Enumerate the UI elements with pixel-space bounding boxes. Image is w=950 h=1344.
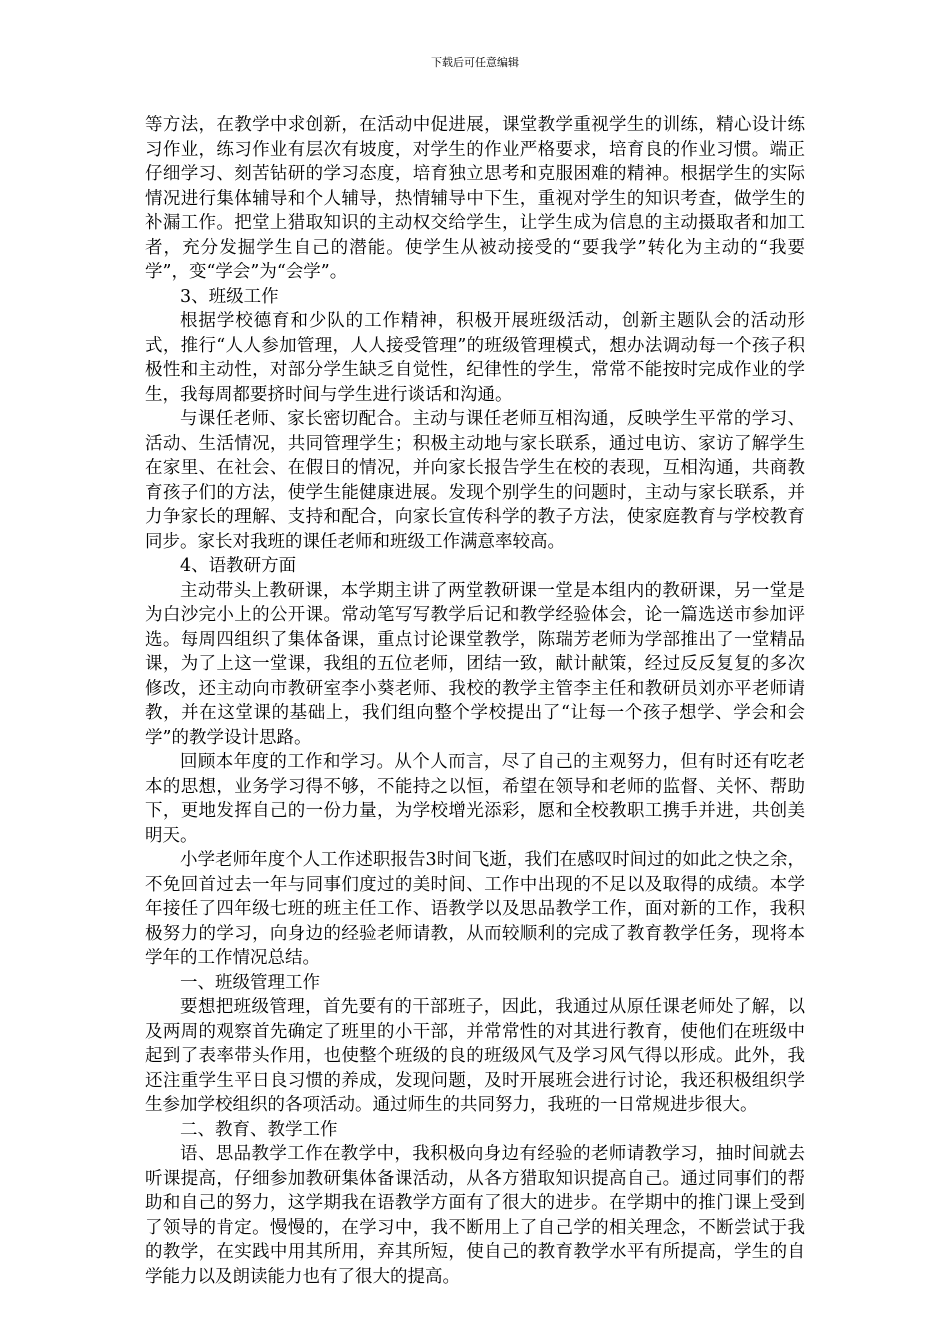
- paragraph: 语、思品教学工作在教学中，我积极向身边有经验的老师请教学习，抽时间就去听课提高，仔细参加教研集体备课活动，从各方猎取知识提高自己。通过同事们的帮助和自己的努力，这学期我在语教学方面有了很大的进步。在学期中的推门课上受到了领导的肯定。慢慢的，在学习中，我不断用上了自己学的相关理念，不断尝试于我的教学，在实践中用其所用，弃其所短，使自己的教育教学水平有所提高，学生的自学能力以及朗读能力也有了很大的提高。: [145, 1144, 805, 1287]
- paragraph: 与课任老师、家长密切配合。主动与课任老师互相沟通，反映学生平常的学习、活动、生活情况，共同管理学生；积极主动地与家长联系，通过电访、家访了解学生在家里、在社会、在假日的情况，并向家长报告学生在校的表现，互相沟通，共商教育孩子们的方法，使学生能健康进展。发现个别学生的问题时，主动与家长联系，并力争家长的理解、支持和配合，向家长宣传科学的教子方法，使家庭教育与学校教育同步。家长对我班的课任老师和班级工作满意率较高。: [145, 409, 805, 552]
- section-heading: 二、教育、教学工作: [180, 1119, 338, 1140]
- paragraph: 根据学校德育和少队的工作精神，积极开展班级活动，创新主题队会的活动形式，推行“人人参加管理，人人接受管理”的班级管理模式，想办法调动每一个孩子积极性和主动性，对部分学生缺乏自觉性，纪律性的学生，常常不能按时完成作业的学生，我每周都要挤时间与学生进行谈话和沟通。: [145, 311, 805, 405]
- paragraph: 等方法，在教学中求创新，在活动中促进展，课堂教学重视学生的训练，精心设计练习作业，练习作业有层次有坡度，对学生的作业严格要求，培育良的作业习惯。端正仔细学习、刻苦钻研的学习态度，培育独立思考和克服困难的精神。根据学生的实际情况进行集体辅导和个人辅导，热情辅导中下生，重视对学生的知识考查，做学生的补漏工作。把堂上猎取知识的主动权交给学生，让学生成为信息的主动摄取者和加工者，充分发掘学生自己的潜能。使学生从被动接受的“要我学”转化为主动的“我要学”，变“学会”为“会学”。: [145, 115, 805, 282]
- section-heading: 3、班级工作: [180, 286, 279, 307]
- section-heading: 4、语教研方面: [180, 556, 297, 576]
- paragraph: 要想把班级管理，首先要有的干部班子，因此，我通过从原任课老师处了解，以及两周的观察首先确定了班里的小干部，并常常性的对其进行教育，使他们在班级中起到了表率带头作用，也使整个班级的良的班级风气及学习风气得以形成。此外，我还注重学生平日良习惯的养成，发现问题，及时开展班会进行讨论，我还积极组织学生参加学校组织的各项活动。通过师生的共同努力，我班的一日常规进步很大。: [145, 997, 805, 1115]
- section-heading: 一、班级管理工作: [180, 972, 320, 993]
- document-body: [145, 113, 805, 1289]
- paragraph: 主动带头上教研课，本学期主讲了两堂教研课一堂是本组内的教研课，另一堂是为白沙完小上的公开课。常动笔写写教学后记和教学经验体会，论一篇选送市参加评选。每周四组织了集体备课，重点讨论课堂教学，陈瑞芳老师为学部推出了一堂精品课，为了上这一堂课，我组的五位老师，团结一致，献计献策，经过反反复复的多次修改，还主动向市教研室李小葵老师、我校的教学主管李主任和教研员刘亦平老师请教，并在这堂课的基础上，我们组向整个学校提出了“让每一个孩子想学、学会和会学”的教学设计思路。: [145, 580, 805, 748]
- paragraph: 小学老师年度个人工作述职报告3时间飞逝，我们在感叹时间过的如此之快之余，不免回首过去一年与同事们度过的美时间、工作中出现的不足以及取得的成绩。本学年接任了四年级七班的班主任工作、语教学以及思品教学工作，面对新的工作，我积极努力的学习，向身边的经验老师请教，从而较顺利的完成了教育教学任务，现将本学年的工作情况总结。: [145, 850, 805, 968]
- page-header: 下载后可任意编辑: [431, 56, 519, 69]
- paragraph: 回顾本年度的工作和学习。从个人而言，尽了自己的主观努力，但有时还有吃老本的思想，业务学习得不够，不能持之以恒，希望在领导和老师的监督、关怀、帮助下，更地发挥自己的一份力量，为学校增光添彩，愿和全校教职工携手并进，共创美明天。: [145, 752, 805, 846]
